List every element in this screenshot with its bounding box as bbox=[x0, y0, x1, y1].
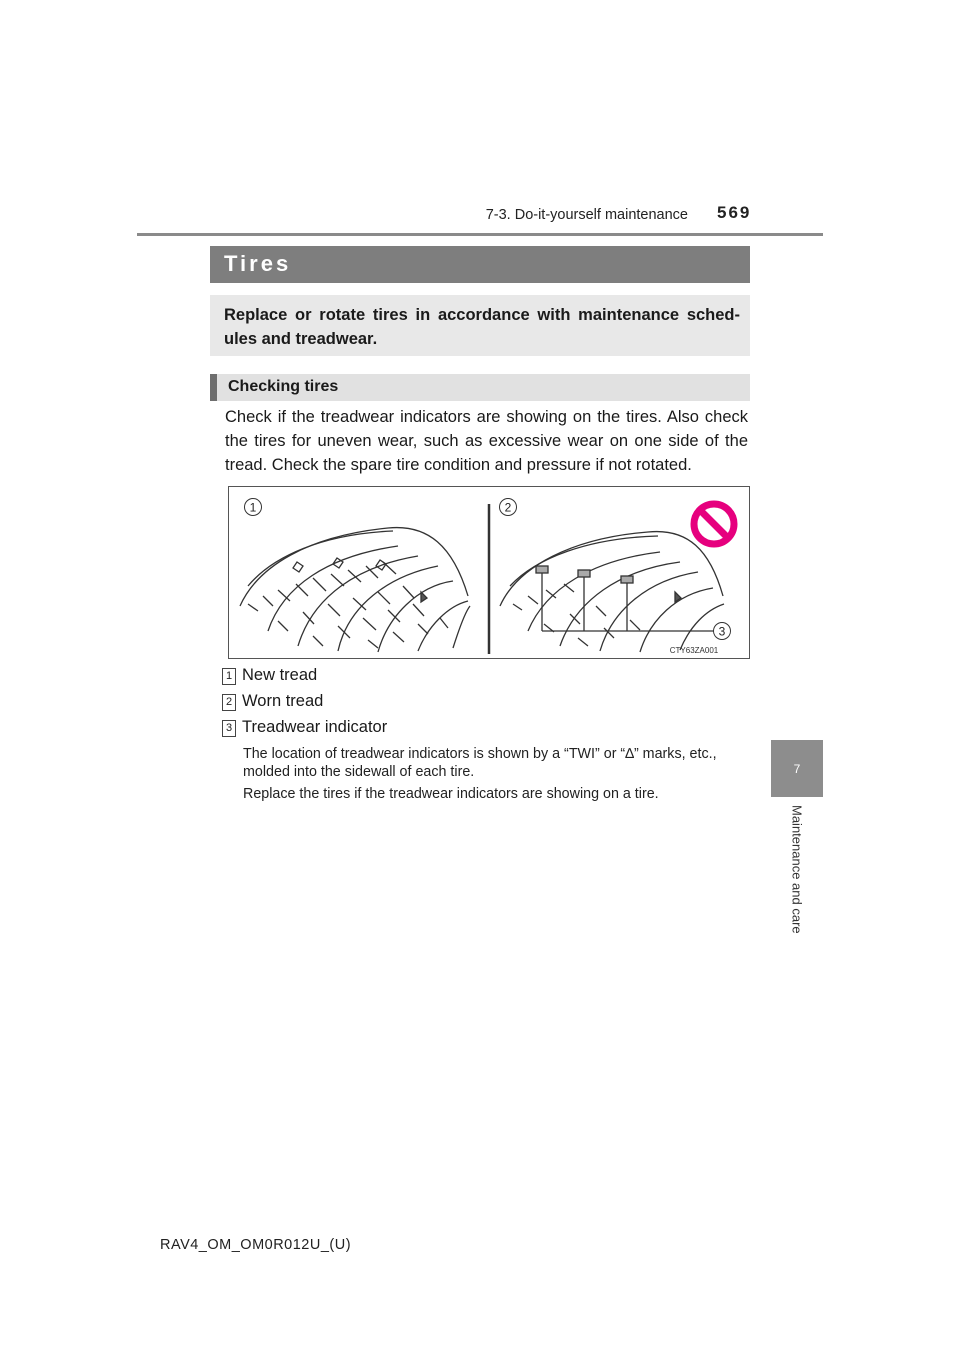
page-title: Tires bbox=[224, 251, 292, 276]
list-label: Treadwear indicator bbox=[242, 718, 388, 736]
tire-figure bbox=[228, 486, 750, 659]
list-label: New tread bbox=[242, 666, 318, 684]
intro-text: Replace or rotate tires in accordance with maintenance sched-ules and treadwear. bbox=[224, 306, 740, 348]
chapter-label: Maintenance and care bbox=[789, 805, 805, 934]
subsection-bar bbox=[210, 374, 750, 401]
page-number: 569 bbox=[717, 203, 752, 222]
note: The location of treadwear indicators is shown by a “TWI” or “∆” marks, etc., molded into the sidewall of each tire. bbox=[243, 746, 717, 780]
svg-text:2: 2 bbox=[504, 500, 512, 515]
subsection-title: Checking tires bbox=[228, 378, 339, 395]
list-number: 3 bbox=[222, 720, 236, 737]
header-rule bbox=[137, 233, 823, 236]
figure-code: CTY63ZA001 bbox=[669, 646, 719, 655]
list-label: Worn tread bbox=[242, 692, 324, 710]
callout-2 bbox=[500, 499, 517, 516]
intro-box bbox=[210, 295, 750, 356]
svg-text:3: 3 bbox=[718, 624, 726, 639]
list-number: 2 bbox=[222, 694, 236, 711]
notes bbox=[243, 745, 748, 807]
body-paragraph: Check if the treadwear indicators are showing on the tires. Also check the tires for uneven wear, such as excessive wear on one side of the tread. Check the spare tire condition and pressure if not rotated. bbox=[225, 408, 748, 474]
note: Replace the tires if the treadwear indicators are showing on a tire. bbox=[243, 786, 659, 802]
callout-3 bbox=[714, 623, 731, 640]
footer-code: RAV4_OM_OM0R012U_(U) bbox=[160, 1237, 352, 1253]
svg-text:1: 1 bbox=[249, 500, 257, 515]
title-bar bbox=[210, 246, 750, 283]
header-section: 7-3. Do-it-yourself maintenance bbox=[485, 207, 688, 223]
list-number: 1 bbox=[222, 668, 236, 685]
chapter-tab: 7 bbox=[771, 740, 823, 797]
callout-1 bbox=[245, 499, 262, 516]
